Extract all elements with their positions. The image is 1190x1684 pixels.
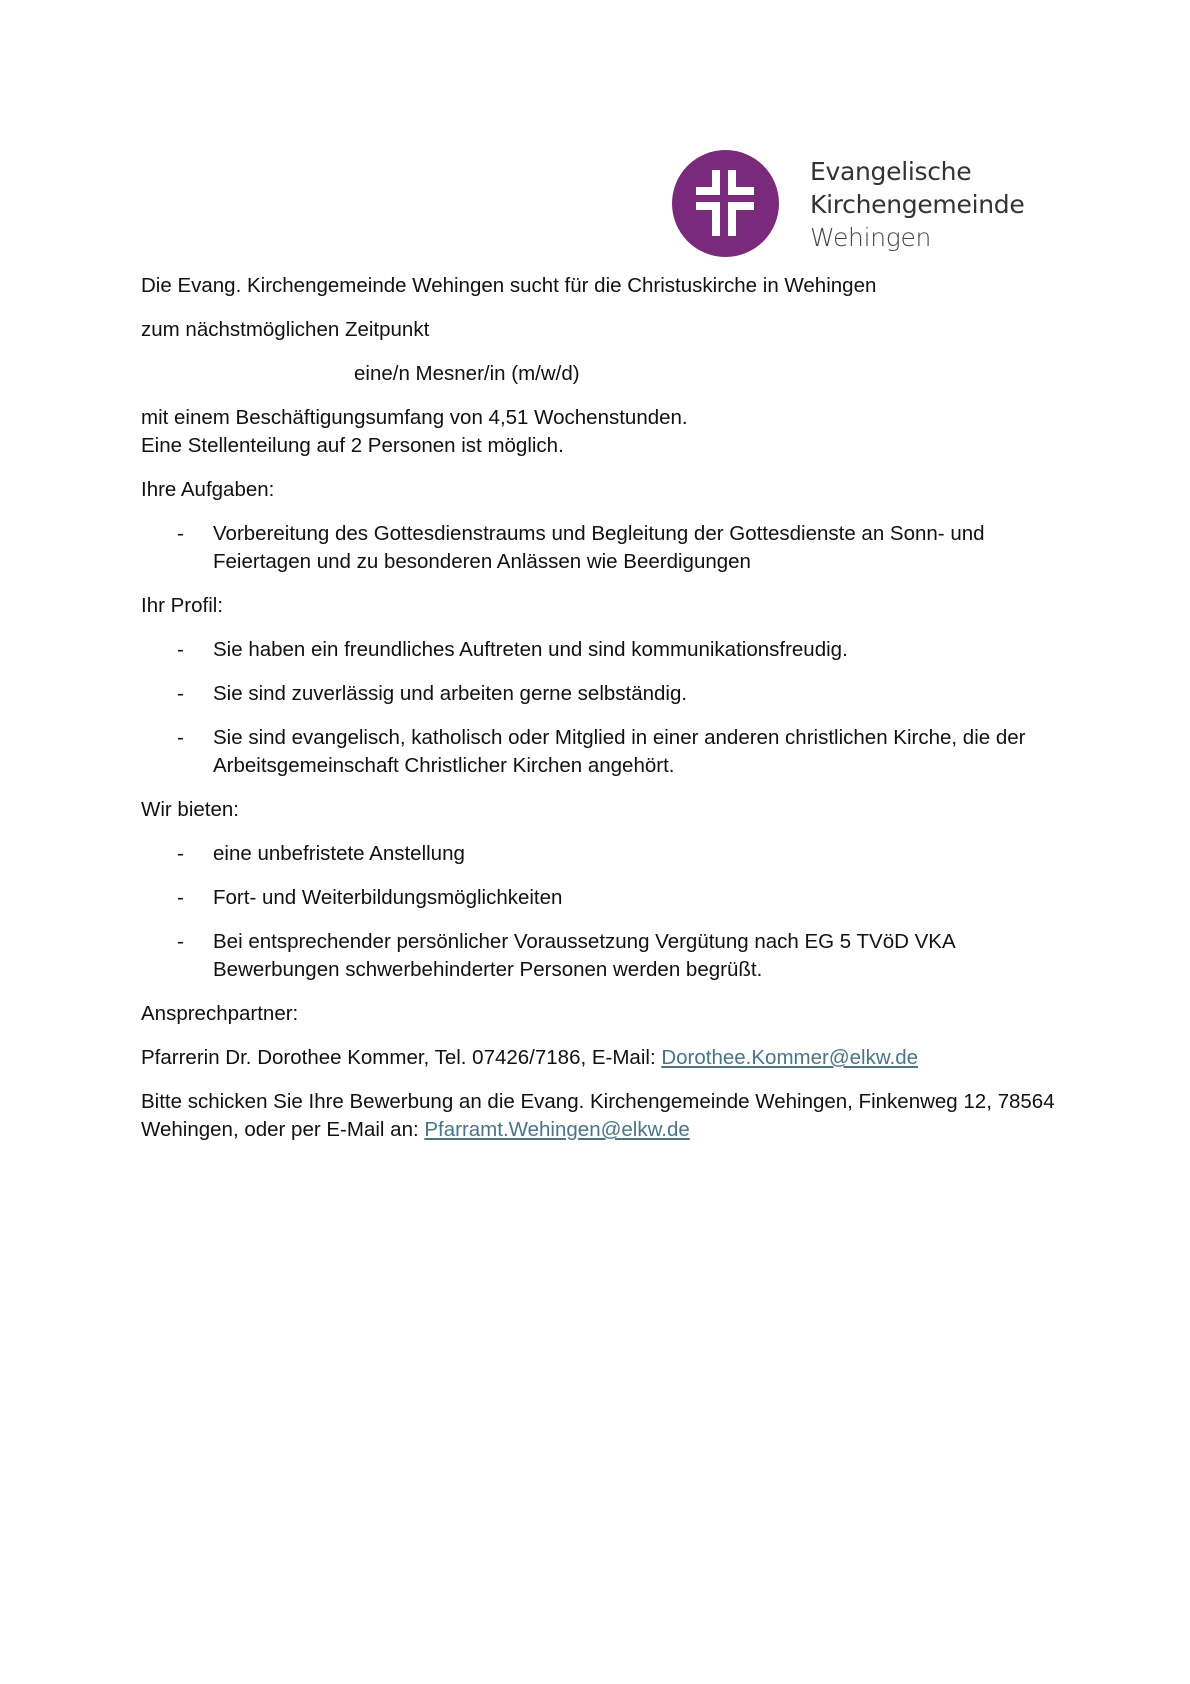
cross-icon bbox=[672, 150, 779, 257]
logo-line-3: Wehingen bbox=[810, 223, 932, 252]
job-posting bbox=[141, 272, 1061, 1144]
profile-item: Sie haben ein freundliches Auftreten und sind kommunikationsfreudig. bbox=[213, 638, 848, 661]
offer-item: eine unbefristete Anstellung bbox=[213, 842, 465, 865]
contact-text: Pfarrerin Dr. Dorothee Kommer, Tel. 07426/7186, E-Mail: bbox=[141, 1046, 662, 1069]
church-logo bbox=[672, 150, 1042, 260]
profile-item: Sie sind zuverlässig und arbeiten gerne selbständig. bbox=[213, 682, 688, 705]
list-item bbox=[141, 928, 1061, 984]
profile-heading: Ihr Profil: bbox=[141, 594, 224, 617]
application-line bbox=[141, 1088, 1061, 1144]
contact-email-link[interactable]: Dorothee.Kommer@elkw.de bbox=[661, 1046, 919, 1069]
list-item bbox=[141, 636, 1061, 664]
bullet-dash: - bbox=[177, 842, 184, 865]
bullet-dash: - bbox=[177, 682, 184, 705]
offer-item: Fort- und Weiterbildungsmöglichkeiten bbox=[213, 886, 563, 909]
offer-item: Bei entsprechender persönlicher Voraussetzung Vergütung nach EG 5 TVöD VKA Bewerbungen schwerbehinderter Personen werden begrüßt. bbox=[213, 930, 955, 981]
offer-heading: Wir bieten: bbox=[141, 798, 239, 821]
list-item bbox=[141, 840, 1061, 868]
bullet-dash: - bbox=[177, 638, 184, 661]
list-item bbox=[141, 724, 1061, 780]
tasks-heading: Ihre Aufgaben: bbox=[141, 478, 275, 501]
bullet-dash: - bbox=[177, 886, 184, 909]
position-title: eine/n Mesner/in (m/w/d) bbox=[354, 362, 580, 385]
bullet-dash: - bbox=[177, 522, 184, 545]
logo-line-1: Evangelische bbox=[810, 157, 972, 186]
list-item bbox=[141, 884, 1061, 912]
list-item bbox=[141, 680, 1061, 708]
application-email-link[interactable]: Pfarramt.Wehingen@elkw.de bbox=[424, 1118, 690, 1141]
application-text: Bitte schicken Sie Ihre Bewerbung an die Evang. Kirchengemeinde Wehingen, Finkenweg 12, 78564 Wehingen, oder per E-Mail an: bbox=[141, 1090, 1055, 1141]
task-item: Vorbereitung des Gottesdienstraums und Begleitung der Gottesdienste an Sonn- und Feiertagen und zu besonderen Anlässen wie Beerdigungen bbox=[213, 522, 985, 573]
intro-line-1: Die Evang. Kirchengemeinde Wehingen sucht für die Christuskirche in Wehingen bbox=[141, 274, 877, 297]
list-item bbox=[141, 520, 1061, 576]
logo-text bbox=[810, 155, 1024, 254]
contact-heading: Ansprechpartner: bbox=[141, 1002, 299, 1025]
bullet-dash: - bbox=[177, 726, 184, 749]
logo-line-2: Kirchengemeinde bbox=[810, 190, 1025, 219]
scope-line-1: mit einem Beschäftigungsumfang von 4,51 Wochenstunden. bbox=[141, 406, 688, 429]
contact-line bbox=[141, 1044, 1061, 1072]
scope-line-2: Eine Stellenteilung auf 2 Personen ist möglich. bbox=[141, 434, 564, 457]
logo-circle bbox=[672, 150, 779, 257]
profile-item: Sie sind evangelisch, katholisch oder Mitglied in einer anderen christlichen Kirche, die der Arbeitsgemeinschaft Christlicher Kirchen angehört. bbox=[213, 726, 1026, 777]
intro-line-2: zum nächstmöglichen Zeitpunkt bbox=[141, 318, 430, 341]
bullet-dash: - bbox=[177, 930, 184, 953]
